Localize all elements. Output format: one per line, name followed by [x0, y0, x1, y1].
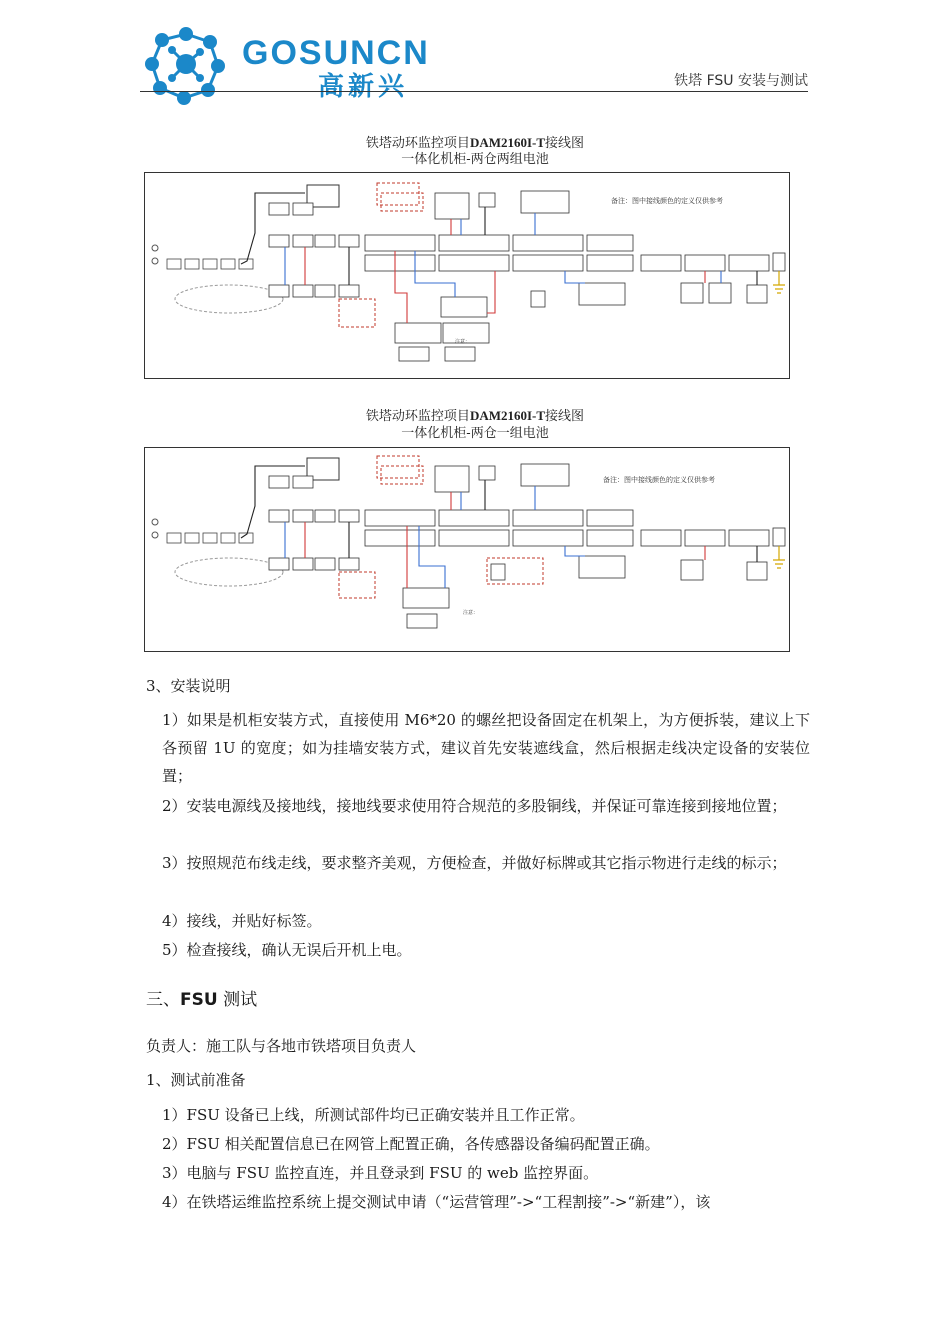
logo-wordmark: GOSUNCN	[242, 34, 430, 72]
diagram2-title: 铁塔动环监控项目DAM2160I-T接线图	[365, 408, 585, 424]
svg-text:备注：图中接线颜色的定义仅供参考: 备注：图中接线颜色的定义仅供参考	[611, 197, 723, 205]
test-owner: 负责人：施工队与各地市铁塔项目负责人	[146, 1037, 417, 1055]
prep-step-3: 3）电脑与 FSU 监控直连，并且登录到 FSU 的 web 监控界面。	[162, 1164, 599, 1182]
install-step-5: 5）检查接线，确认无误后开机上电。	[162, 941, 412, 959]
prep-step-4: 4）在铁塔运维监控系统上提交测试申请（“运营管理”->“工程割接”->“新建”），该	[162, 1193, 711, 1211]
install-step-4: 4）接线，并贴好标签。	[162, 912, 322, 930]
install-step-2: 2）安装电源线及接地线，接地线要求使用符合规范的多股铜线，并保证可靠连接到接地位置；	[162, 797, 787, 815]
company-logo-icon	[140, 18, 232, 110]
wiring-diagram-1	[144, 172, 790, 379]
svg-text:注意：: 注意：	[463, 610, 479, 616]
install-step-3: 3）按照规范布线走线，要求整齐美观，方便检查，并做好标牌或其它指示物进行走线的标示；	[162, 854, 787, 872]
section-heading-prep: 1、测试前准备	[146, 1071, 246, 1089]
document-header-title: 铁塔 FSU 安装与测试	[674, 73, 808, 89]
install-step-1: 1）如果是机柜安装方式，直接使用 M6*20 的螺丝把设备固定在机架上，为方便拆装，建议上下各预留 1U 的宽度；如为挂墙安装方式，建议首先安装遮线盒，然后根据走线决定设备的安装位置；	[162, 711, 810, 785]
diagram1-title: 铁塔动环监控项目DAM2160I-T接线图	[365, 135, 585, 151]
diagram2-subtitle: 一体化机柜-两仓一组电池	[401, 426, 549, 441]
prep-step-2: 2）FSU 相关配置信息已在网管上配置正确，各传感器设备编码配置正确。	[162, 1135, 660, 1153]
logo-chinese-name: 高新兴	[318, 72, 409, 102]
chapter-heading-fsu-test: 三、FSU 测试	[146, 990, 258, 1010]
diagram1-subtitle: 一体化机柜-两仓两组电池	[401, 152, 549, 167]
svg-text:注意：: 注意：	[455, 339, 471, 345]
prep-step-1: 1）FSU 设备已上线，所测试部件均已正确安装并且工作正常。	[162, 1106, 585, 1124]
section-heading-install: 3、安装说明	[146, 677, 231, 695]
header-divider	[140, 91, 808, 92]
svg-text:备注：图中接线颜色的定义仅供参考: 备注：图中接线颜色的定义仅供参考	[603, 476, 715, 484]
wiring-diagram-2	[144, 447, 790, 652]
